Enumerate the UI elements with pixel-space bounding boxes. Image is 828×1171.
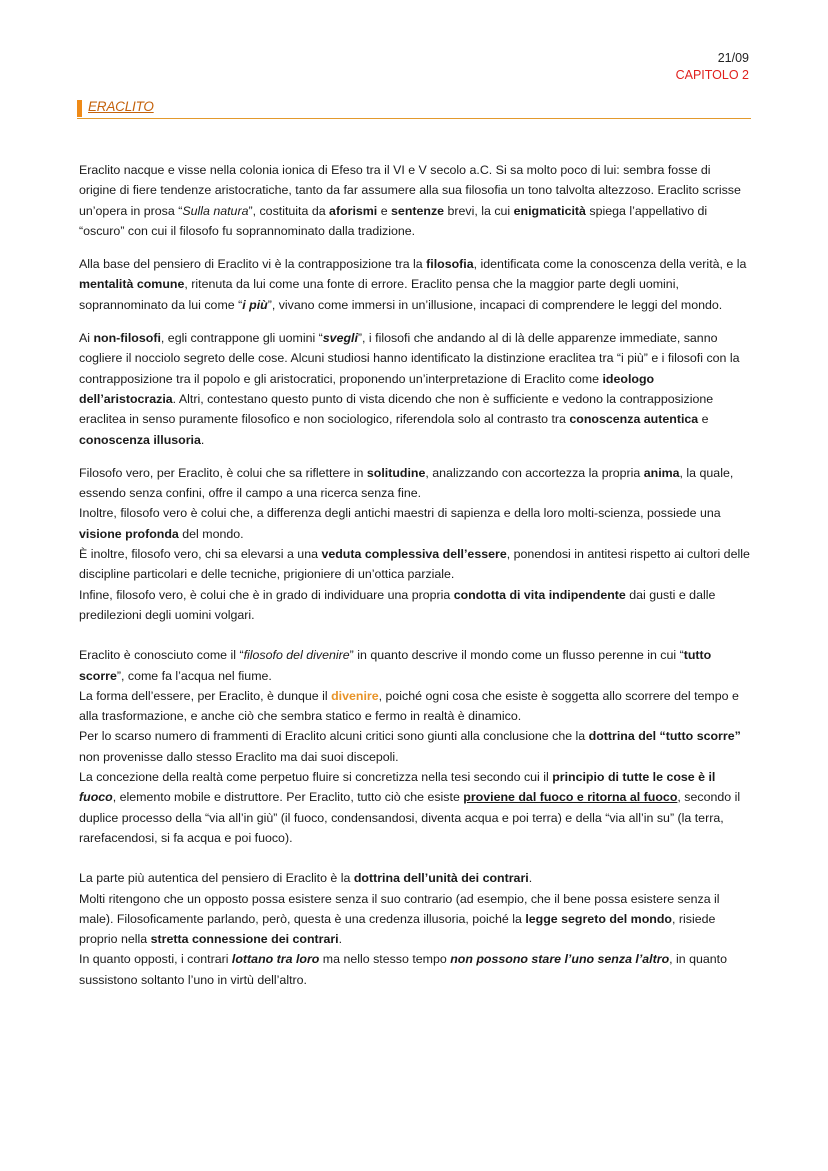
keyword: fuoco	[79, 790, 113, 805]
text-run: ” in quanto descrive il mondo come un flusso perenne in cui “	[349, 648, 684, 663]
page-header	[676, 50, 749, 84]
paragraph-line	[79, 949, 751, 990]
heading-accent-bar	[77, 100, 82, 117]
text-run: La concezione della realtà come perpetuo fluire si concretizza nella tesi secondo cui il	[79, 770, 553, 785]
keyword: conoscenza autentica	[569, 412, 699, 427]
keyword: dottrina dell’unità dei contrari	[353, 871, 529, 886]
text-run: Molti ritengono che un opposto possa esistere senza il suo contrario (ad esempio, che il bene possa esistere senza il male). Filosoficamente parlando, però, questa è una credenza illusoria, poiché la	[79, 891, 720, 926]
page-date: 21/09	[717, 51, 749, 65]
underlined-keyword: proviene dal fuoco e ritorna al fuoco	[463, 790, 678, 805]
text-run: .	[200, 432, 205, 447]
paragraph-true-philosopher	[79, 463, 751, 625]
keyword: enigmaticità	[513, 203, 586, 218]
text-run: Per lo scarso numero di frammenti di Eraclito alcuni critici sono giunti alla conclusione che la	[79, 729, 589, 744]
text-run: . Altri, contestano questo punto di vista dicendo che non è sufficiente e vedono la contrapposizione eraclitea in senso puramente filosofico e non sociologico, riferendola solo al contrasto tra	[79, 391, 714, 427]
paragraph-line	[79, 686, 751, 727]
keyword: ideologo dell’aristocrazia	[79, 371, 655, 406]
keyword: aforismi	[329, 203, 378, 218]
text-run: , risiede proprio nella	[79, 911, 716, 947]
document-body	[79, 160, 751, 990]
text-run: ”, vivano come immersi in un’illusione, incapaci di comprendere le leggi del mondo.	[267, 297, 723, 312]
text-run: Eraclito è conosciuto come il “	[79, 648, 244, 663]
keyword: solitudine	[366, 465, 426, 480]
text-run: La forma dell’essere, per Eraclito, è dunque il	[79, 688, 332, 703]
paragraph-philosophy	[79, 254, 751, 315]
keyword: condotta di vita indipendente	[453, 587, 626, 602]
paragraph-line	[79, 889, 751, 950]
paragraph-line	[79, 503, 751, 544]
text-run: ”, come fa l’acqua nel fiume.	[116, 668, 272, 683]
text-run: , poiché ogni cosa che esiste è soggetta allo scorrere del tempo e alla trasformazione, e anche ciò che sembra statico e fermo in realtà è dinamico.	[79, 688, 739, 724]
text-run: ”, costituita da	[248, 203, 330, 218]
text-run: , ponendosi in antitesi rispetto ai cultori delle discipline particolari e delle tecniche, prigioniere di un’ottica parziale.	[79, 547, 750, 582]
text-run: Eraclito nacque e visse nella colonia ionica di Efeso tra il VI e V secolo a.C. Si sa molto poco di lui: sembra fosse di origine di fiere tendenze aristocratiche, tanto da far assumere alla sua filosofia un tono talvolta altezzoso. Eraclito scrisse un’opera in prosa “	[79, 163, 741, 218]
keyword: mentalità comune	[79, 277, 185, 292]
text-run: e	[698, 412, 709, 427]
chapter-label: CAPITOLO 2	[675, 68, 749, 82]
text-run: non provenisse dallo stesso Eraclito ma dai suoi discepoli.	[79, 749, 399, 764]
keyword: anima	[643, 465, 680, 480]
text-run: , analizzando con accortezza la propria	[425, 465, 644, 480]
paragraph-line	[79, 767, 751, 848]
paragraph-line	[79, 585, 751, 626]
text-run: , la quale, essendo senza confini, offre il campo a una ricerca senza fine.	[79, 465, 734, 501]
keyword: non possono stare l’uno senza l’altro	[450, 952, 670, 967]
keyword: conoscenza illusoria	[79, 432, 201, 447]
text-run: , identificata come la conoscenza della verità, e la	[473, 257, 747, 272]
keyword: i più	[242, 297, 268, 312]
text-run: dai gusti e dalle predilezioni degli uomini volgari.	[79, 587, 716, 622]
text-run: Filosofo vero, per Eraclito, è colui che sa riflettere in	[79, 465, 367, 480]
section-heading	[77, 98, 751, 119]
keyword: principio di tutte le cose è il	[552, 770, 716, 785]
text-run: In quanto opposti, i contrari	[79, 952, 232, 967]
paragraph-becoming	[79, 645, 751, 848]
text-run: del mondo.	[178, 526, 244, 541]
text-run: Alla base del pensiero di Eraclito vi è la contrapposizione tra la	[79, 257, 427, 272]
text-run: brevi, la cui	[444, 203, 514, 218]
highlighted-keyword: divenire	[331, 688, 379, 703]
paragraph-line	[79, 868, 751, 888]
paragraph-opposites	[79, 868, 751, 990]
keyword: visione profonda	[79, 526, 179, 541]
keyword: dottrina del “tutto scorre”	[588, 729, 741, 744]
keyword: non-filosofi	[93, 331, 161, 346]
keyword: tutto scorre	[79, 648, 712, 683]
paragraph-intro	[79, 160, 751, 241]
keyword: legge segreto del mondo	[525, 911, 672, 926]
text-run: , secondo il duplice processo della “via all’in giù” (il fuoco, condensandosi, diventa acqua e poi terra) e della “via all’in su” (la terra, rarefacendosi, si fa acqua e poi fuoco).	[79, 790, 741, 845]
text-run: , ritenuta da lui come una fonte di errore. Eraclito pensa che la maggior parte degli uomini, soprannominato da lui come “	[79, 277, 679, 312]
text-run: .	[338, 932, 343, 947]
section-title: ERACLITO	[88, 99, 154, 114]
text-run: e	[377, 203, 392, 218]
paragraph-line	[79, 463, 751, 504]
paragraph-line	[79, 726, 751, 767]
text-run: Inoltre, filosofo vero è colui che, a differenza degli antichi maestri di sapienza e della loro molti-scienza, possiede una	[79, 506, 721, 521]
text-run: La parte più autentica del pensiero di Eraclito è la	[79, 871, 354, 886]
keyword: lottano tra loro	[231, 952, 320, 967]
text-run: ”, i filosofi che andando al di là delle apparenze immediate, sanno cogliere il nocciolo segreto delle cose. Alcuni studiosi hanno identificato la distinzione eraclitea tra “i più” e i filosofi con la contrapposizione tra il popolo e gli aristocratici, proponendo un’interpretazione di Eraclito come	[79, 331, 740, 386]
text-run: , elemento mobile e distruttore. Per Eraclito, tutto ciò che esiste	[112, 790, 464, 805]
text-run: ma nello stesso tempo	[319, 952, 451, 967]
quote-italic: filosofo del divenire	[243, 648, 350, 663]
text-run: spiega l’appellativo di “oscuro” con cui il filosofo fu soprannominato dalla tradizione.	[79, 203, 708, 238]
work-title: Sulla natura	[182, 203, 249, 218]
paragraph-line	[79, 544, 751, 585]
paragraph-non-philosophers	[79, 328, 751, 450]
keyword: stretta connessione dei contrari	[150, 932, 339, 947]
text-run: .	[528, 871, 533, 886]
keyword: veduta complessiva dell’essere	[321, 547, 507, 562]
text-run: Infine, filosofo vero, è colui che è in grado di individuare una propria	[79, 587, 454, 602]
keyword: svegli	[322, 331, 358, 346]
keyword: sentenze	[391, 203, 445, 218]
text-run: , egli contrappone gli uomini “	[160, 331, 323, 346]
paragraph-line	[79, 645, 751, 686]
text-run: Ai	[79, 331, 94, 346]
keyword: filosofia	[426, 257, 474, 272]
text-run: È inoltre, filosofo vero, chi sa elevarsi a una	[79, 547, 322, 562]
text-run: , in quanto sussistono soltanto l’uno in virtù dell’altro.	[79, 952, 728, 987]
